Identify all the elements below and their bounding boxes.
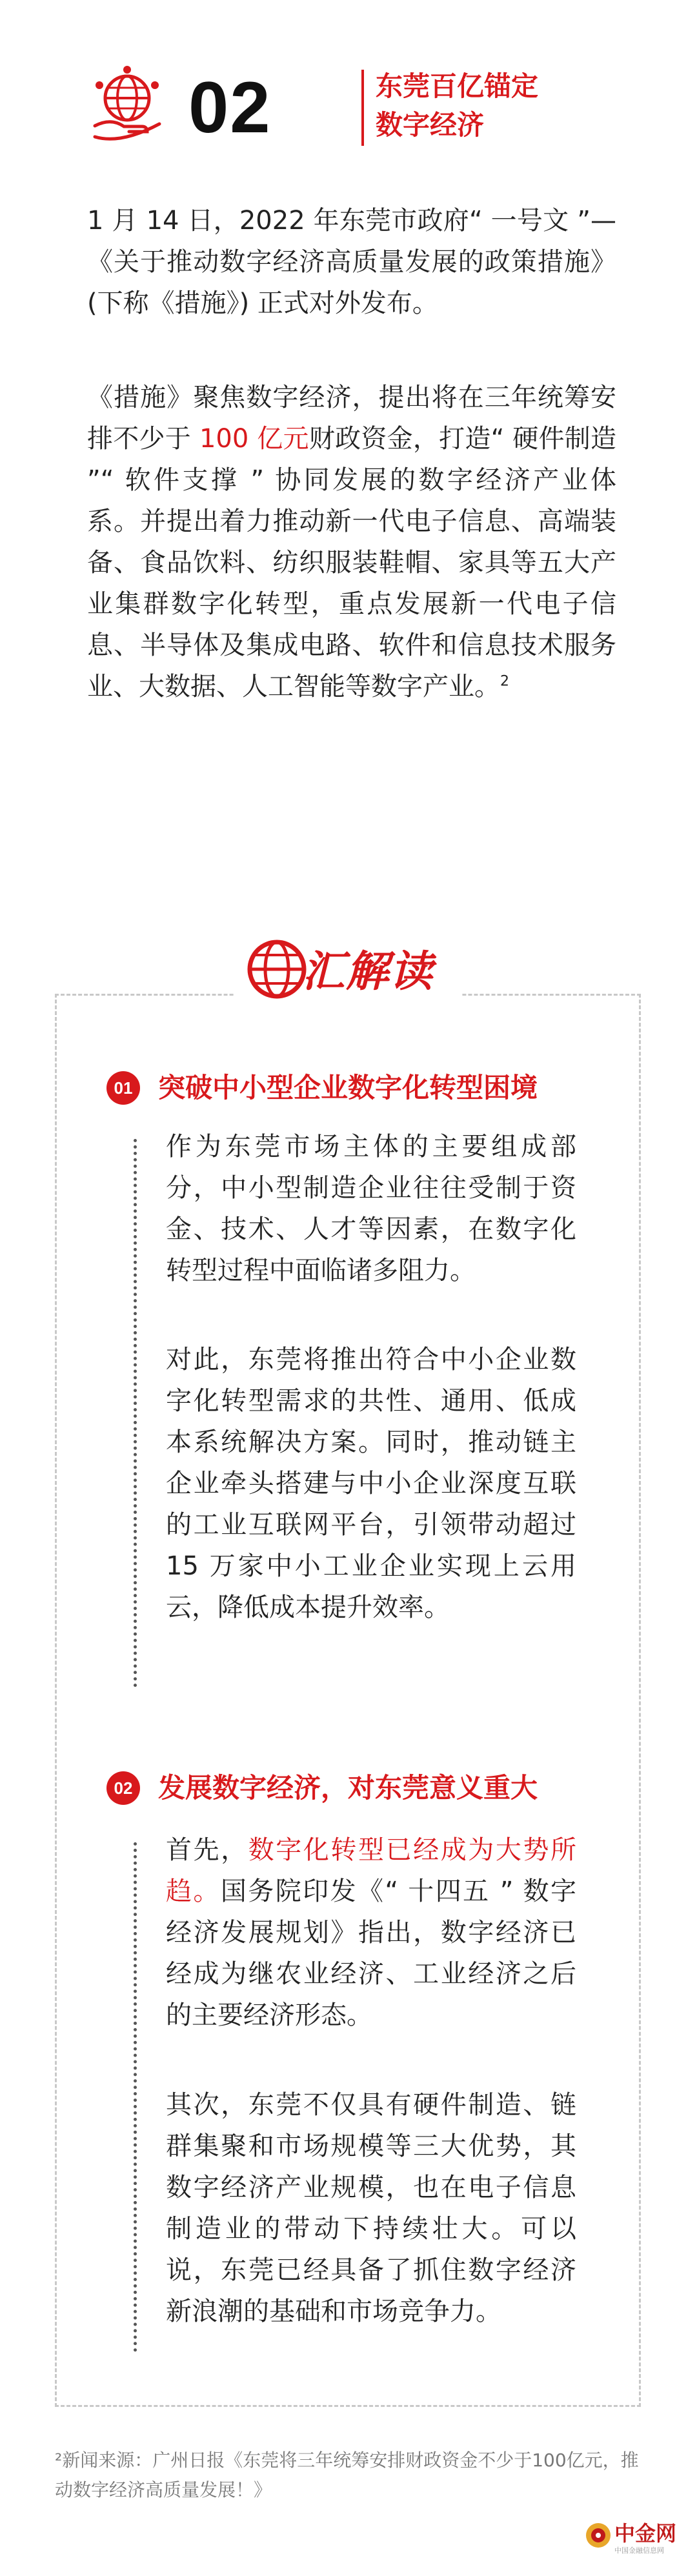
trend-highlight: 数字化转型已经成为大势所趋。	[166, 1835, 577, 1906]
subsection-2-paragraph-1	[166, 1829, 576, 2036]
brand-logo	[585, 2517, 682, 2562]
title-line-2: 数字经济	[376, 109, 485, 141]
number-badge: 01	[106, 1071, 140, 1105]
logo-mark-icon	[585, 2522, 612, 2549]
subsection-1-paragraph-1: 作为东莞市场主体的主要组成部分，中小型制造企业往往受制于资金、技术、人才等因素，在数字化转型过程中面临诸多阻力。	[166, 1132, 576, 1285]
subsection-title: 发展数字经济，对东莞意义重大	[158, 1772, 538, 1804]
intro-paragraph-1: 1 月 14 日，2022 年东莞市政府“ 一号文 ”—《关于推动数字经济高质量发展的政策措施》(下称《措施》) 正式对外发布。	[87, 206, 616, 318]
section-header	[85, 65, 614, 148]
section-number: 02	[188, 67, 272, 148]
subsection-1-paragraph-2: 对此，东莞将推出符合中小企业数字化转型需求的共性、通用、低成本系统解决方案。同时，推动链主企业牵头搭建与中小企业深度互联的工业互联网平台，引领带动超过 15 万家中小工业企业实现上云用云，降低成本提升效率。	[166, 1345, 576, 1622]
globe-hand-icon	[85, 65, 169, 148]
text-b: 国务院印发《“ 十四五 ” 数字经济发展规划》指出，数字经济已经成为继农业经济、工业经济之后的主要经济形态。	[166, 1877, 577, 2030]
footnote-ref: 2	[500, 673, 509, 690]
badge-label: 汇解读	[302, 947, 434, 996]
text-a: 首先，	[166, 1835, 248, 1865]
intro-text-b: 财政资金，打造“ 硬件制造 ”“ 软件支撑 ” 协同发展的数字经济产业体系。并提出着力推动新一代电子信息、高端装备、食品饮料、纺织服装鞋帽、家具等五大产业集群数字化转型，重点发展新一代电子信息、半导体及集成电路、软件和信息技术服务业、大数据、人工智能等数字产业。	[87, 424, 617, 701]
title-divider	[361, 70, 364, 146]
interpretation-badge	[235, 929, 461, 1026]
intro-paragraph-2	[87, 377, 616, 707]
dotted-rule	[134, 1139, 137, 1687]
subsection-2-paragraph-2: 其次，东莞不仅具有硬件制造、链群集聚和市场规模等三大优势，其数字经济产业规模，也在电子信息制造业的带动下持续壮大。可以说，东莞已经具备了抓住数字经济新浪潮的基础和市场竞争力。	[166, 2090, 576, 2326]
funding-highlight: 100 亿元	[199, 424, 309, 454]
subsection-title: 突破中小型企业数字化转型困境	[158, 1072, 538, 1103]
page-title	[376, 67, 608, 145]
intro-text-a: 《措施》聚焦数字经济，提出将在三年统筹安排不少于	[87, 383, 616, 454]
logo-name: 中金网	[614, 2521, 677, 2546]
dotted-rule	[134, 1842, 137, 2352]
source-footnote: ²新闻来源：广州日报《东莞将三年统筹安排财政资金不少于100亿元，推动数字经济高质量发展！》	[55, 2450, 639, 2501]
title-line-1: 东莞百亿锚定	[376, 70, 539, 102]
logo-subtitle: 中国金融信息网	[614, 2546, 664, 2555]
number-badge: 02	[106, 1771, 140, 1805]
